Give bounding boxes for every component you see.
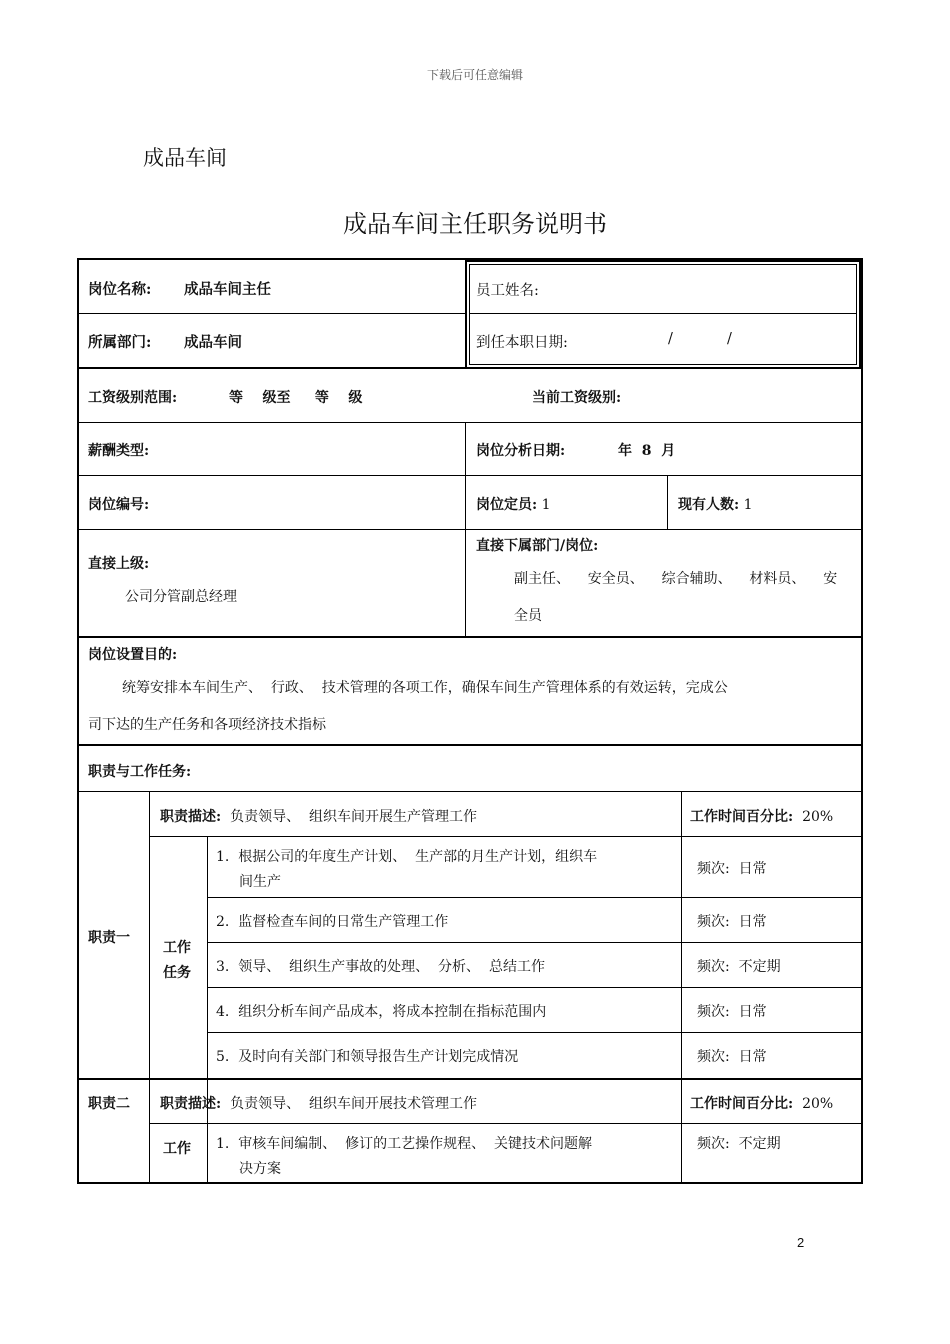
duty1-task-5: 5. 及时向有关部门和领导报告生产计划完成情况 (216, 1049, 519, 1065)
superior-value: 公司分管副总经理 (125, 589, 237, 605)
document-title: 成品车间主任职务说明书 (343, 210, 607, 238)
department-value: 成品车间 (184, 334, 242, 351)
page-number: 2 (797, 1235, 805, 1250)
subordinate-label: 直接下属部门/岗位: (476, 538, 599, 554)
pay-type-label: 薪酬类型: (88, 443, 150, 459)
current-salary-label: 当前工资级别: (532, 390, 622, 406)
duty2-task-label: 工作 (163, 1141, 191, 1157)
duty2-time-pct: 工作时间百分比: 20% (690, 1096, 834, 1112)
superior-label: 直接上级: (88, 556, 150, 572)
duty1-task-2: 2. 监督检查车间的日常生产管理工作 (216, 914, 449, 930)
subordinate-line: 全员 (514, 608, 542, 624)
position-label: 岗位名称: (88, 281, 152, 298)
header-note: 下载后可任意编辑 (426, 68, 523, 82)
headcount: 岗位定员: 1 (476, 497, 551, 513)
salary-range-value: 等 级至 等 级 (229, 390, 363, 406)
duty1-task-3: 3. 领导、 组织生产事故的处理、 分析、 总结工作 (216, 959, 545, 975)
duty1-task-1: 1. 根据公司的年度生产计划、 生产部的月生产计划，组织车 (216, 849, 598, 865)
employee-name-label: 员工姓名: (476, 283, 539, 299)
purpose-line: 统筹安排本车间生产、 行政、 技术管理的各项工作，确保车间生产管理体系的有效运转，完成公 (122, 680, 728, 696)
salary-range-label: 工资级别范围: (88, 390, 178, 406)
duty1-task-4: 4. 组织分析车间产品成本，将成本控制在指标范围内 (216, 1004, 547, 1020)
duty2-task-1-cont: 决方案 (239, 1161, 281, 1177)
duty1-task-label: 工作 (163, 940, 191, 956)
date-separator: / (727, 331, 732, 347)
position-code-label: 岗位编号: (88, 497, 150, 513)
purpose-label: 岗位设置目的: (88, 647, 178, 663)
duty1-description: 职责描述: 负责领导、 组织车间开展生产管理工作 (160, 809, 477, 825)
duty2-task-1: 1. 审核车间编制、 修订的工艺操作规程、 关键技术问题解 (216, 1136, 593, 1152)
analysis-date-value: 年 8 月 (618, 443, 676, 459)
start-date-label: 到任本职日期: (476, 335, 568, 351)
duties-header: 职责与工作任务: (88, 764, 192, 780)
duty1-task-label: 任务 (163, 965, 191, 981)
department-label: 所属部门: (88, 334, 152, 351)
duty2-label: 职责二 (88, 1096, 130, 1112)
analysis-date-label: 岗位分析日期: (476, 443, 566, 459)
duty1-label: 职责一 (88, 930, 130, 946)
duty1-task-4-freq: 频次: 日常 (697, 1004, 767, 1020)
duty1-task-3-freq: 频次: 不定期 (697, 959, 781, 975)
duty1-time-pct: 工作时间百分比: 20% (690, 809, 834, 825)
duty1-task-2-freq: 频次: 日常 (697, 914, 767, 930)
duty2-task-1-freq: 频次: 不定期 (697, 1136, 781, 1152)
duty1-task-1-freq: 频次: 日常 (697, 861, 767, 877)
section-title: 成品车间 (143, 146, 227, 170)
subordinate-line: 副主任、 安全员、 综合辅助、 材料员、 安 (514, 571, 838, 587)
duty1-task-1-cont: 间生产 (239, 874, 281, 890)
date-separator: / (668, 331, 673, 347)
current-staff: 现有人数: 1 (678, 497, 753, 513)
duty2-description: 职责描述: 负责领导、 组织车间开展技术管理工作 (160, 1096, 477, 1112)
purpose-line: 司下达的生产任务和各项经济技术指标 (88, 717, 326, 733)
position-value: 成品车间主任 (184, 281, 271, 298)
duty1-task-5-freq: 频次: 日常 (697, 1049, 767, 1065)
